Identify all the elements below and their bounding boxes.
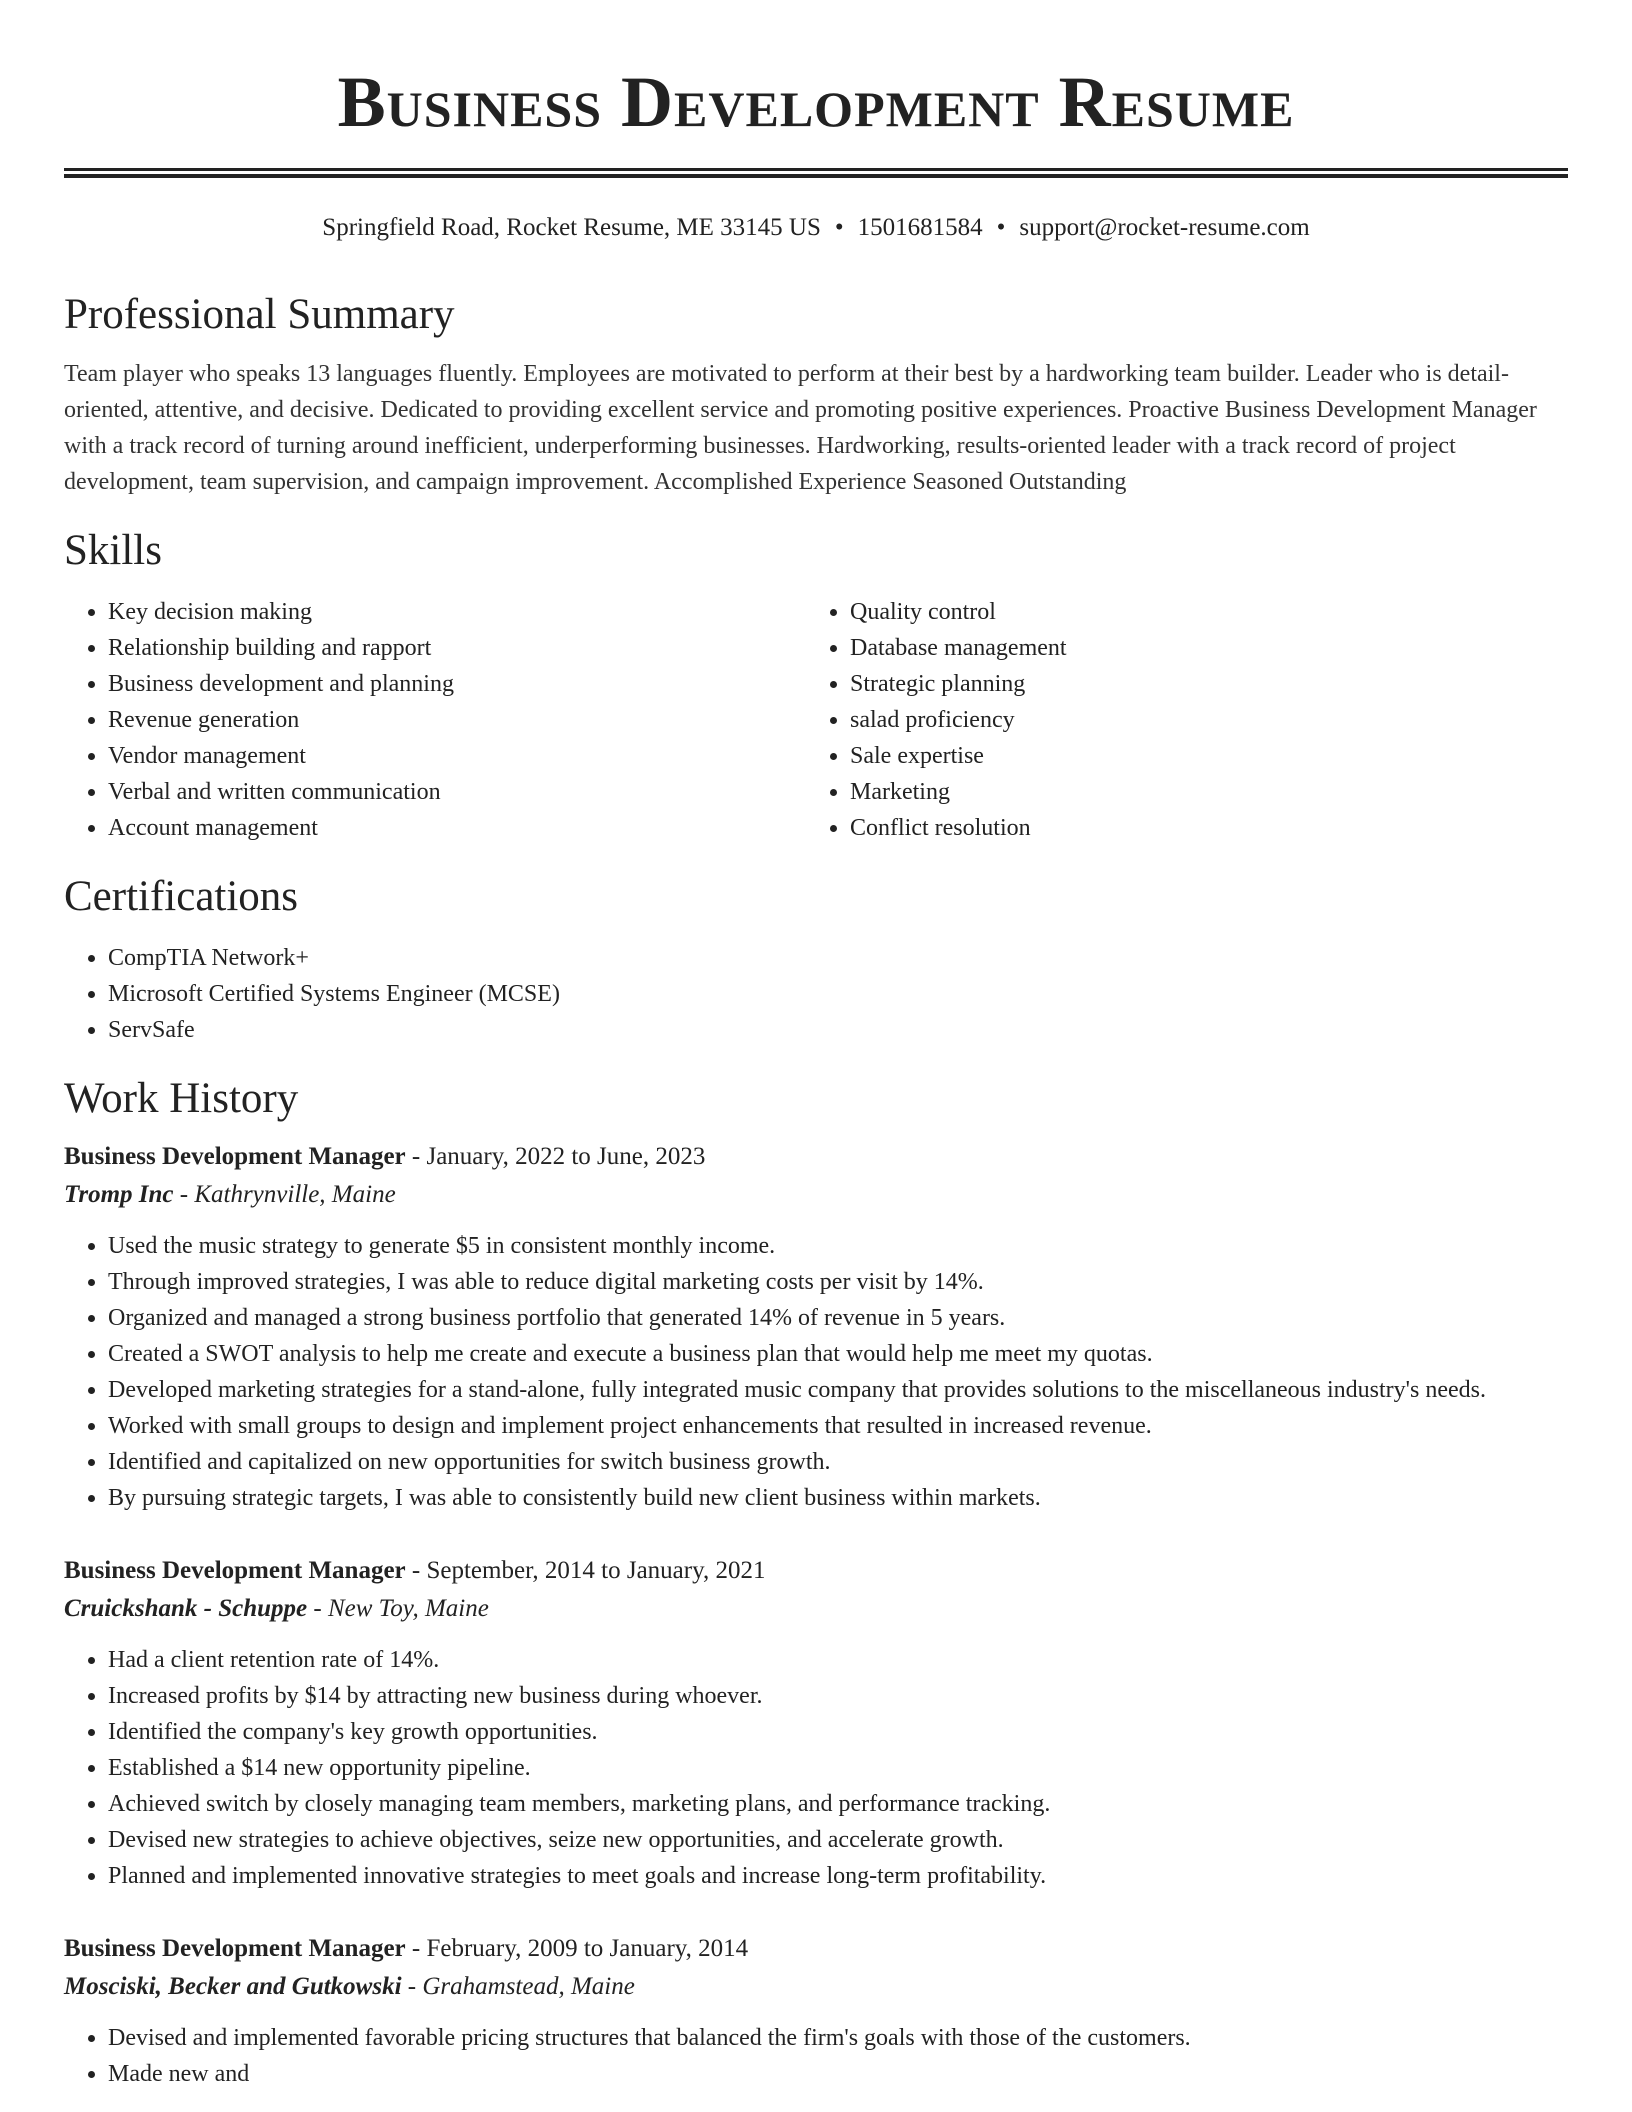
job-bullet: • Devised new strategies to achieve objectives, seize new opportunities, and accelerate growth.	[108, 1822, 1568, 1858]
job-bullet: • Planned and implemented innovative strategies to meet goals and increase long-term profitability.	[108, 1858, 1568, 1894]
skills-list-right	[806, 594, 1548, 846]
job-title-line	[64, 1552, 1568, 1590]
contact-line	[64, 212, 1568, 244]
job-dates: - September, 2014 to January, 2021	[405, 1557, 766, 1584]
skills-column-left	[64, 594, 806, 846]
skill-item: • Database management	[850, 630, 1548, 666]
skill-item: • Sale expertise	[850, 738, 1548, 774]
job-role: Business Development Manager	[64, 1935, 406, 1962]
job-bullet: • By pursuing strategic targets, I was able to consistently build new client business within markets.	[108, 1480, 1568, 1516]
contact-email: support@rocket-resume.com	[1019, 214, 1310, 241]
summary-text: Team player who speaks 13 languages fluently. Employees are motivated to perform at their best by a hardworking team builder. Leader who is detail-oriented, attentive, and decisive. Dedicated to providing excellent service and promoting positive experiences. Proactive Business Development Manager with a track record of turning around inefficient, underperforming businesses. Hardworking, results-oriented leader with a track record of project development, team supervision, and campaign improvement. Accomplished Experience Seasoned Outstanding	[64, 361, 1537, 495]
job-role: Business Development Manager	[64, 1557, 406, 1584]
job-company: Cruickshank - Schuppe	[64, 1595, 308, 1622]
job-company-line	[64, 1590, 1568, 1628]
job-bullet: • Devised and implemented favorable pricing structures that balanced the firm's goals with those of the customers.	[108, 2020, 1568, 2056]
resume-title: Business Development Resume	[337, 62, 1295, 142]
job-company-line	[64, 1968, 1568, 2006]
job-location: - Kathrynville, Maine	[173, 1181, 396, 1208]
skill-item: • salad proficiency	[850, 702, 1548, 738]
skill-item: • Relationship building and rapport	[108, 630, 806, 666]
job-bullet: • Through improved strategies, I was able to reduce digital marketing costs per visit by 14%.	[108, 1264, 1568, 1300]
job-bullet-list	[64, 1642, 1568, 1894]
skill-item: • Strategic planning	[850, 666, 1548, 702]
job-bullet: • Made new and	[108, 2056, 1568, 2092]
job-bullet: • Established a $14 new opportunity pipeline.	[108, 1750, 1568, 1786]
job-entry	[64, 1552, 1568, 1894]
skill-item: • Conflict resolution	[850, 810, 1548, 846]
job-dates: - January, 2022 to June, 2023	[405, 1143, 706, 1170]
job-bullet: • Increased profits by $14 by attracting new business during whoever.	[108, 1678, 1568, 1714]
certifications-list	[64, 940, 1568, 1048]
job-entry	[64, 1930, 1568, 2092]
job-bullet: • Developed marketing strategies for a stand-alone, fully integrated music company that provides solutions to the miscellaneous industry's needs.	[108, 1372, 1568, 1408]
job-dates: - February, 2009 to January, 2014	[405, 1935, 749, 1962]
job-company: Tromp Inc	[64, 1181, 174, 1208]
job-entry	[64, 1138, 1568, 1516]
job-company: Mosciski, Becker and Gutkowski	[64, 1973, 402, 2000]
skill-item: • Business development and planning	[108, 666, 806, 702]
resume-page	[64, 0, 1568, 2092]
job-location: - Grahamstead, Maine	[401, 1973, 635, 2000]
job-bullet: • Identified and capitalized on new opportunities for switch business growth.	[108, 1444, 1568, 1480]
skill-item: • Vendor management	[108, 738, 806, 774]
contact-address: Springfield Road, Rocket Resume, ME 33145 US	[322, 214, 821, 241]
certifications-heading: Certifications	[64, 873, 299, 920]
job-bullet-list	[64, 1228, 1568, 1516]
skills-grid	[64, 594, 1568, 846]
certification-item: • CompTIA Network+	[108, 940, 1568, 976]
job-bullet: • Used the music strategy to generate $5 in consistent monthly income.	[108, 1228, 1568, 1264]
contact-separator: •	[834, 214, 844, 241]
skill-item: • Verbal and written communication	[108, 774, 806, 810]
job-bullet: • Achieved switch by closely managing team members, marketing plans, and performance tracking.	[108, 1786, 1568, 1822]
skill-item: • Revenue generation	[108, 702, 806, 738]
skills-heading: Skills	[64, 527, 162, 574]
contact-separator: •	[996, 214, 1006, 241]
skills-column-right	[806, 594, 1548, 846]
job-company-line	[64, 1176, 1568, 1214]
skill-item: • Key decision making	[108, 594, 806, 630]
certification-item: • Microsoft Certified Systems Engineer (MCSE)	[108, 976, 1568, 1012]
skill-item: • Quality control	[850, 594, 1548, 630]
skills-list-left	[64, 594, 806, 846]
certification-item: • ServSafe	[108, 1012, 1568, 1048]
job-location: - New Toy, Maine	[307, 1595, 489, 1622]
work-history-heading: Work History	[64, 1075, 299, 1122]
contact-phone: 1501681584	[857, 214, 983, 241]
summary-heading: Professional Summary	[64, 291, 455, 338]
job-bullet: • Created a SWOT analysis to help me create and execute a business plan that would help me meet my quotas.	[108, 1336, 1568, 1372]
skill-item: • Account management	[108, 810, 806, 846]
job-role: Business Development Manager	[64, 1143, 406, 1170]
job-bullet: • Identified the company's key growth opportunities.	[108, 1714, 1568, 1750]
skill-item: • Marketing	[850, 774, 1548, 810]
job-bullet: • Worked with small groups to design and implement project enhancements that resulted in increased revenue.	[108, 1408, 1568, 1444]
job-bullet: • Had a client retention rate of 14%.	[108, 1642, 1568, 1678]
job-title-line	[64, 1138, 1568, 1176]
job-bullet-list	[64, 2020, 1568, 2092]
job-bullet: • Organized and managed a strong business portfolio that generated 14% of revenue in 5 years.	[108, 1300, 1568, 1336]
title-divider	[64, 168, 1568, 178]
job-title-line	[64, 1930, 1568, 1968]
